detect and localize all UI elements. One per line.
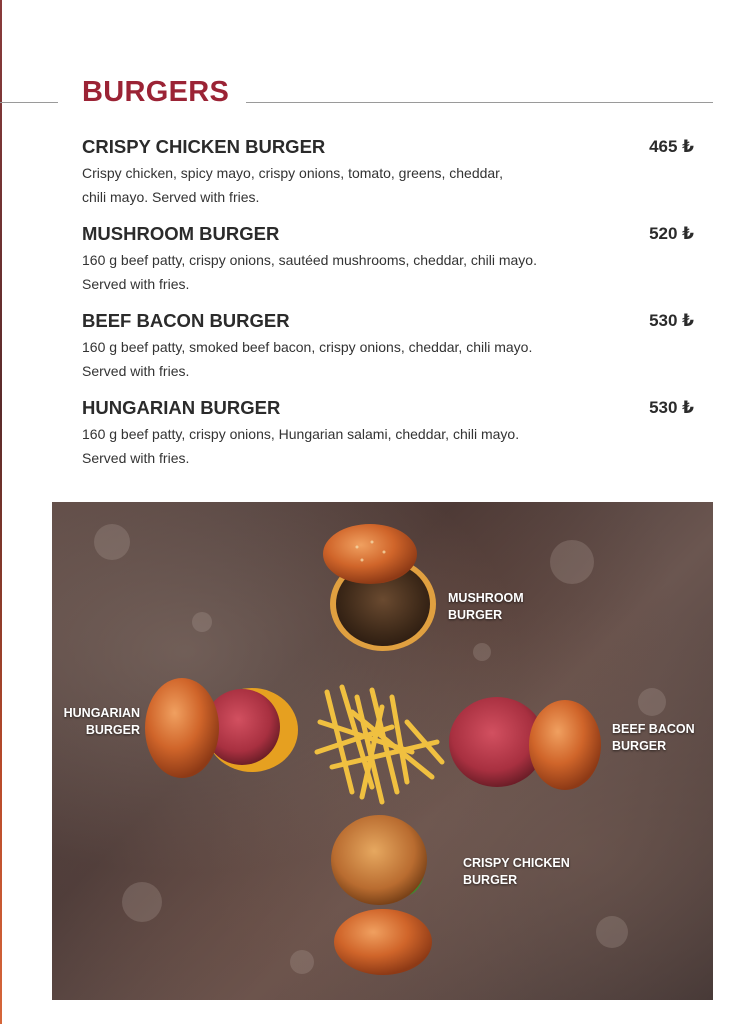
- beef-bacon-burger: [449, 697, 601, 790]
- item-name: HUNGARIAN BURGER: [82, 397, 281, 418]
- divider-right: [246, 102, 713, 103]
- item-description: [82, 161, 582, 209]
- item-price: 530 ₺: [649, 311, 694, 330]
- item-description-line: chili mayo. Served with fries.: [82, 189, 260, 205]
- mushroom-burger: [323, 524, 436, 651]
- item-description-line: 160 g beef patty, smoked beef bacon, crispy onions, cheddar, chili mayo.: [82, 339, 533, 355]
- item-description-line: Crispy chicken, spicy mayo, crispy onions, tomato, greens, cheddar,: [82, 165, 503, 181]
- menu-item-crispy-chicken: [82, 134, 694, 209]
- photo-label-mushroom: MUSHROOM BURGER: [448, 591, 524, 622]
- item-name: CRISPY CHICKEN BURGER: [82, 136, 326, 157]
- item-price: 465 ₺: [649, 137, 694, 156]
- item-price: 530 ₺: [649, 398, 694, 417]
- divider-left: [0, 102, 58, 103]
- item-description: [82, 422, 582, 470]
- section-title: BURGERS: [82, 76, 230, 108]
- item-description: [82, 248, 582, 296]
- page-edge-strip: [0, 0, 2, 1024]
- menu-items-list: [82, 134, 694, 482]
- item-name: MUSHROOM BURGER: [82, 223, 280, 244]
- crispy-chicken-burger: [331, 815, 432, 975]
- burgers-photo: [52, 502, 713, 1000]
- photo-label-crispy-chicken: CRISPY CHICKEN BURGER: [463, 856, 570, 887]
- item-description-line: Served with fries.: [82, 276, 190, 292]
- item-description-line: Served with fries.: [82, 363, 190, 379]
- fries: [317, 687, 442, 802]
- item-description-line: 160 g beef patty, crispy onions, Hungarian salami, cheddar, chili mayo.: [82, 426, 520, 442]
- menu-item-hungarian: [82, 395, 694, 470]
- menu-item-beef-bacon: [82, 308, 694, 383]
- hungarian-burger: [145, 678, 298, 778]
- menu-item-mushroom: [82, 221, 694, 296]
- item-description: [82, 335, 582, 383]
- item-name: BEEF BACON BURGER: [82, 310, 290, 331]
- item-description-line: 160 g beef patty, crispy onions, sautéed mushrooms, cheddar, chili mayo.: [82, 252, 537, 268]
- item-price: 520 ₺: [649, 224, 694, 243]
- item-description-line: Served with fries.: [82, 450, 190, 466]
- photo-label-hungarian: HUNGARIAN BURGER: [63, 706, 140, 737]
- photo-label-beef-bacon: BEEF BACON BURGER: [612, 722, 695, 753]
